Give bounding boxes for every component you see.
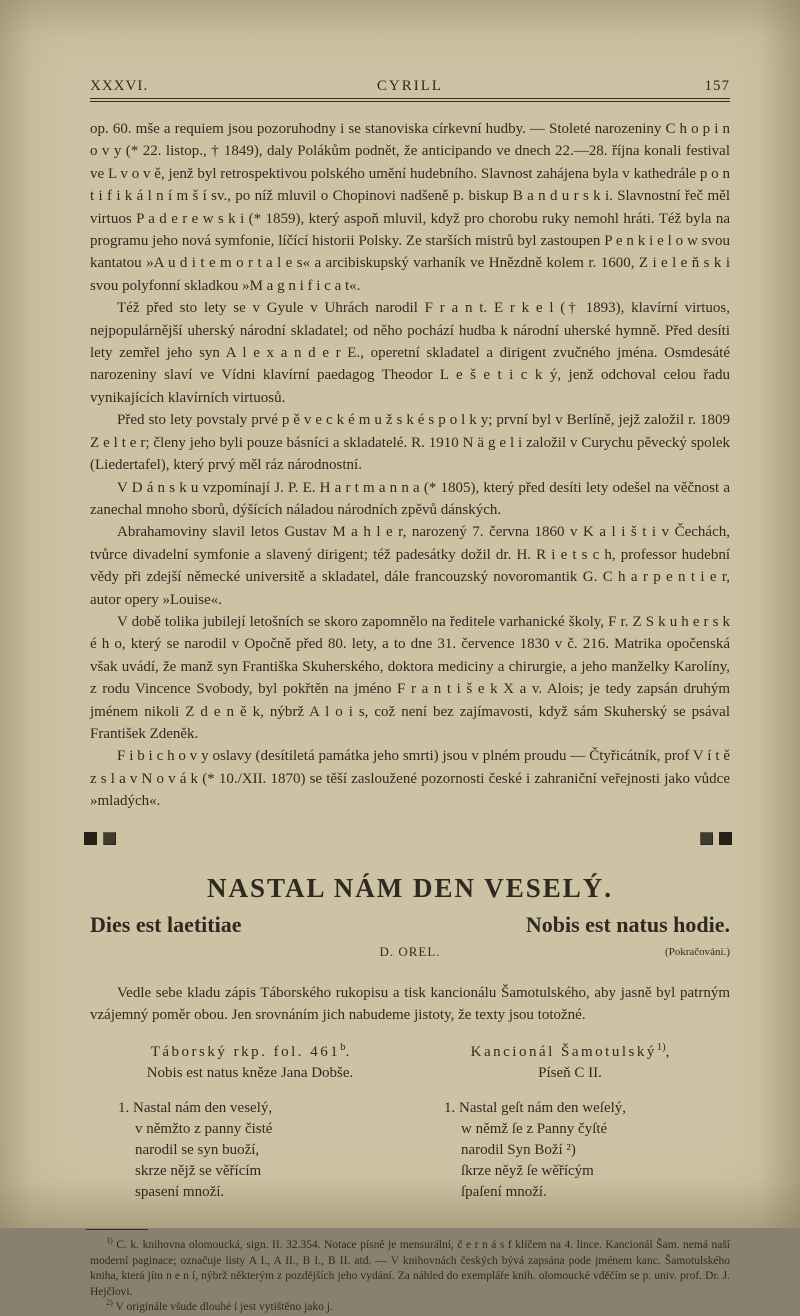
running-head <box>90 78 730 102</box>
footnote-marker: 2) <box>106 1298 113 1308</box>
paragraph: Abrahamoviny slavil letos Gustav M a h l e r, narozený 7. června 1860 v K a l i š t i v Čechách, tvůrce divadelní symfonie a slavený dirigent; též padesátky dožil dr. H. R i e t s c h, professor hudební vědy při zdejší německé universitě a skladatel, dále francouzský novoromantik G. C h a r p e n t i e r, autor opery »Louise«. <box>90 524 730 608</box>
paragraph: Též před sto lety se v Gyule v Uhrách narodil F r a n t. E r k e l († 1893), klavírní virtuos, nejpopulárnější uherský národní skladatel; od něho pochází hudba k národní uherské hymně. Před desíti lety zemřel jeho syn A l e x a n d e r E., operetní skladatel a dirigent zvučného jména. Osmdesáté narozeniny slaví ve Vídni klavírní paedagog Theodor L e š e t i c k ý, jenž odchoval celou řadu vynikajících klavírních virtuosů. <box>90 300 730 406</box>
footnote-rule <box>86 1229 148 1230</box>
ink-marks-right <box>700 832 732 845</box>
section-intro <box>90 982 730 1027</box>
paragraph: Před sto lety povstaly prvé p ě v e c k é m u ž s k é s p o l k y; první byl v Berlíně, jejž založil r. 1809 Z e l t e r; členy jeho byli pouze básníci a skladatelé. R. 1910 N ä g e l i založil v Curychu pěvecký spolek (Liedertafel), který prvý měl ráz národnostní. <box>90 412 730 474</box>
footnote-marker: 1) <box>106 1236 113 1246</box>
verse-line: spasení množí. <box>135 1184 225 1201</box>
right-verse <box>410 1098 730 1203</box>
verse-line: v němžto z panny čisté <box>135 1121 273 1138</box>
ink-square-icon <box>103 832 116 845</box>
ink-marks-left <box>84 832 116 845</box>
footnote-text: V originále všude dlouhé í jest vytištěno jako j. <box>115 1301 333 1314</box>
column-taborsky <box>90 1044 410 1203</box>
footnote <box>90 1300 730 1316</box>
verse-line: w němž ſe z Panny čyſté <box>461 1121 608 1138</box>
footnote <box>90 1238 730 1300</box>
author-name: D. OREL. <box>379 943 441 959</box>
footnotes <box>90 1238 730 1316</box>
verse-line: ſkrze něyž ſe wěřícým <box>461 1163 594 1180</box>
verse-line: ſpaſení množí. <box>461 1184 547 1201</box>
article-body <box>90 118 730 813</box>
right-source-heading: Kancionál Šamotulský$^{1)}$, <box>470 1042 670 1061</box>
paragraph: F i b i c h o v y oslavy (desítiletá památka jeho smrti) jsou v plném proudu — Čtyřicátník, prof V í t ě z s l a v N o v á k (* 10./XII. 1870) se těší zasloužené pozornosti české i zahraniční veřejnosti jako vůdce »mladých«. <box>90 748 730 810</box>
continuation-note: (Pokračování.) <box>664 945 730 958</box>
printer-ink-marks <box>84 831 732 847</box>
paragraph: V době tolika jubilejí letošních se skoro zapomnělo na ředitele varhanické školy, F r. Z S k u h e r s k é h o, který se narodil v Opočně před 80. lety, a to dne 31. července 1830 v č. 216. Matrika opočenská však uvádí, že manž syn Františka Skuherského, doktora mediciny a chirurgie, a jeho manželky Karolíny, z rodu Vincence Svobody, byl pokřtěn na jméno F r a n t i š e k X a v. Alois; je tedy zapsán druhým jménem nikoli Z d e n ě k, nýbrž A l o i s, což není bez zajímavosti, když sám Skuherský se psával František Zdeněk. <box>90 613 730 742</box>
left-verse <box>90 1098 410 1203</box>
left-source-description: Nobis est natus kněze Jana Dobše. <box>146 1065 354 1082</box>
subtitle-left: Dies est laetitiae <box>90 911 242 937</box>
paragraph: V D á n s k u vzpomínají J. P. E. H a r t m a n n a (* 1805), který před desíti lety odešel na věčnost a zanechal mnoho sborů, dýšících náladou národních zpěvů dánských. <box>90 479 730 518</box>
ink-square-icon <box>84 832 97 845</box>
section-title: NASTAL NÁM DEN VESELÝ. <box>206 872 614 903</box>
ink-square-icon <box>719 832 732 845</box>
footnote-text: C. k. knihovna olomoucká, sign. II. 32.354. Notace písně je mensurální, č e r n á s f klíčem na 4. lince. Kancionál Šam. nemá naší moderní paginace; označuje listy A I., A II., B I., B II. atd. — V knihovnách českých bývá zapsána pode jménem kanc. Šamotulského kniha, která jím n e n í, nýbrž některým z pozdějších jeho vydání. Za náhled do exempláře knih. olomoucké vděčím se p. univ. prof. Dr. J. Hejčlovi. <box>90 1239 731 1298</box>
column-samotulsky <box>410 1044 730 1203</box>
comparison-columns <box>90 1044 730 1203</box>
right-source-description: Píseň C II. <box>538 1065 602 1082</box>
left-source-heading: Táborský rkp. fol. 461$^b$. <box>150 1042 350 1061</box>
verse-line: narodil se syn buoží, <box>135 1142 260 1159</box>
verse-line: narodil Syn Boží ²) <box>461 1142 576 1159</box>
journal-title: CYRILL <box>376 78 444 94</box>
volume-number: XXXVI. <box>90 78 149 94</box>
paragraph: Vedle sebe kladu zápis Táborského rukopisu a tisk kancionálu Šamotulského, aby jasně byl patrným vzájemný poměr obou. Jen srovnáním jich nabudeme jistoty, že texty jsou totožné. <box>90 984 730 1023</box>
subtitle-right: Nobis est natus hodie. <box>525 911 730 937</box>
verse-line: skrze nějž se věřícím <box>135 1163 262 1180</box>
section-subtitles <box>90 912 730 938</box>
verse-line: 1. Nastal nám den veselý, <box>118 1100 273 1117</box>
byline-row <box>90 944 730 960</box>
verse-line: 1. Nastal geſt nám den weſelý, <box>444 1100 627 1117</box>
ink-square-icon <box>700 832 713 845</box>
paragraph: op. 60. mše a requiem jsou pozoruhodny i se stanoviska církevní hudby. — Stoleté narozeniny C h o p i n o v y (* 22. listop., † 1849), daly Polákům podnět, že anticipando ve dnech 22.—28. října konali festival ve L v o v ě, jenž byl retrospektivou polského umění hudebního. Slavnost zahájena byla v kathedrále p o n t i f i k á l n í m š í sv., po níž mluvil o Chopinovi nadšeně p. biskup B a n d u r s k i. Slavnostní řeč měl virtuos P a d e r e w s k i (* 1859), který aspoň mluvil, když pro chorobu ruky nemohl hráti. Též byla na programu jeho nová symfonie, líčící historii Polsky. Ze starších mistrů byl zastoupen P e n k i e l o w svou kantatou »A u d i t e m o r t a l e s« a arcibiskupský varhaník ve Hnězdně kolem r. 1600, Z i e l e ň s k i svou polyfonní skladkou »M a g n i f i c a t«. <box>90 121 730 294</box>
page-number: 157 <box>704 78 730 94</box>
